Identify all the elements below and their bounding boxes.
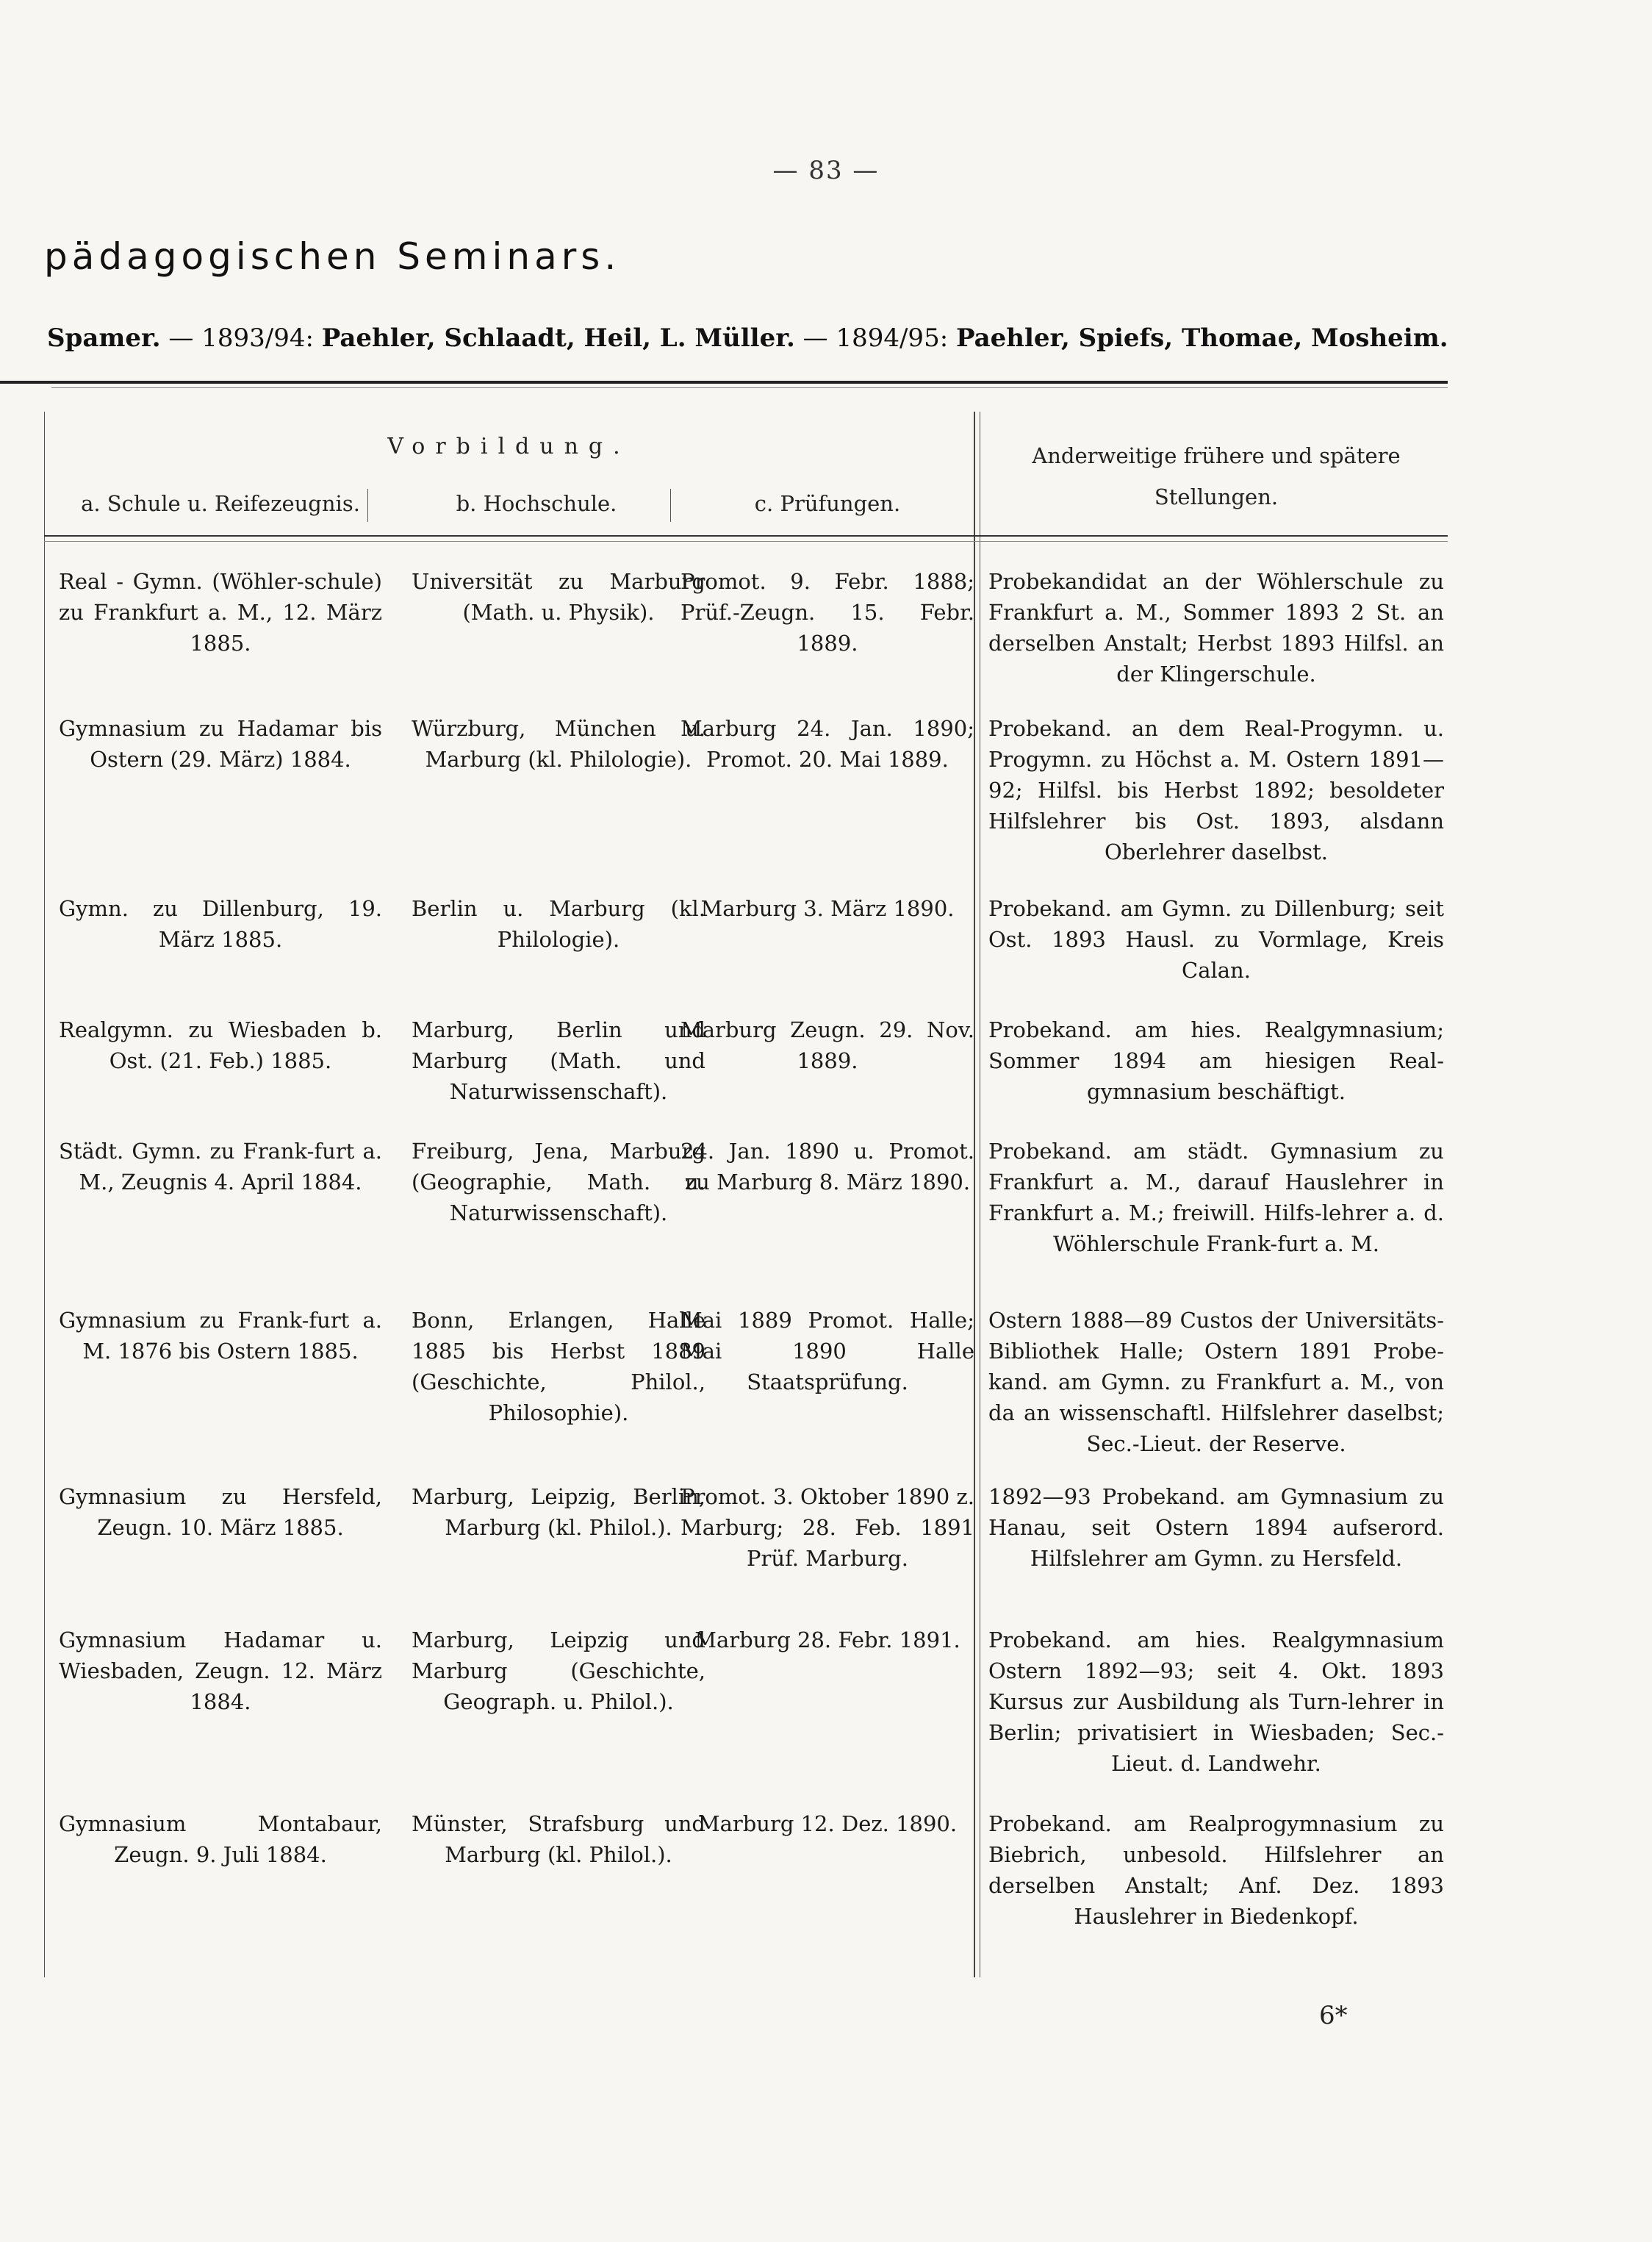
header-other-positions: Anderweitige frühere und spätere Stellungen. [1032, 443, 1401, 509]
cell-hochschule: Marburg, Leipzig und Marburg (Geschichte, Geograph. u. Philol.). [412, 1627, 705, 1714]
cell-school: Gymnasium zu Hersfeld, Zeugn. 10. März 1885. [59, 1484, 382, 1540]
cell-pruefungen: Promot. 9. Febr. 1888; Prüf.-Zeugn. 15. Febr. 1889. [680, 569, 974, 656]
header-hochschule: b. Hochschule. [456, 491, 617, 516]
cell-pruefungen: Marburg 28. Febr. 1891. [694, 1627, 960, 1652]
cell-hochschule: Würzburg, München u. Marburg (kl. Philologie). [412, 716, 705, 772]
staff-dash-1: — [160, 323, 202, 353]
table-left-border [44, 412, 45, 1977]
cell-pruefungen: Promot. 3. Oktober 1890 z. Marburg; 28. Feb. 1891 Prüf. Marburg. [680, 1484, 974, 1571]
staff-dash-2: — [794, 323, 836, 353]
cell-other-positions: Probekandidat an der Wöhlerschule zu Frankfurt a. M., Sommer 1893 2 St. an derselben Anstalt; Herbst 1893 Hilfsl. an der Klingerschule. [988, 569, 1444, 687]
staff-name: Spamer. [47, 323, 161, 353]
cell-other-positions: 1892—93 Probekand. am Gymnasium zu Hanau, seit Ostern 1894 aufserord. Hilfslehrer am Gymn. zu Hersfeld. [988, 1484, 1444, 1571]
cell-school: Real - Gymn. (Wöhler-schule) zu Frankfurt a. M., 12. März 1885. [59, 569, 382, 656]
cell-other-positions: Probekand. am Realprogymnasium zu Biebrich, unbesold. Hilfslehrer an derselben Anstalt; Anf. Dez. 1893 Hauslehrer in Biedenkopf. [988, 1811, 1444, 1929]
cell-school: Gymnasium Montabaur, Zeugn. 9. Juli 1884. [59, 1811, 382, 1867]
staff-year-1: 1893/94: [201, 323, 322, 353]
header-pruefungen: c. Prüfungen. [754, 491, 901, 516]
group-header-vorbildung: Vorbildung. [387, 434, 631, 459]
cell-other-positions: Probekand. an dem Real-Progymn. u. Progymn. zu Höchst a. M. Ostern 1891—92; Hilfsl. bis Herbst 1892; besoldeter Hilfslehrer bis Ost. 1893, alsdann Oberlehrer daselbst. [988, 716, 1444, 864]
cell-hochschule: Marburg, Leipzig, Berlin, Marburg (kl. Philol.). [412, 1484, 705, 1540]
header-divider-2 [670, 489, 671, 522]
cell-other-positions: Probekand. am städt. Gymnasium zu Frankfurt a. M., darauf Hauslehrer in Frankfurt a. M.; freiwill. Hilfs-lehrer a. d. Wöhlerschule Frank-furt a. M. [988, 1139, 1444, 1256]
cell-pruefungen: Marburg 12. Dez. 1890. [697, 1811, 958, 1836]
cell-school: Gymnasium zu Frank-furt a. M. 1876 bis Ostern 1885. [59, 1308, 382, 1364]
cell-hochschule: Bonn, Erlangen, Halle 1885 bis Herbst 1889 (Geschichte, Philol., Philosophie). [412, 1308, 705, 1425]
page-heading: pädagogischen Seminars. [44, 235, 621, 278]
staff-year-2: 1894/95: [836, 323, 956, 353]
cell-other-positions: Probekand. am hies. Realgymnasium Ostern 1892—93; seit 4. Okt. 1893 Kursus zur Ausbildung als Turn-lehrer in Berlin; privatisiert in Wiesbaden; Sec.-Lieut. d. Landwehr. [988, 1627, 1444, 1776]
top-rule [0, 381, 1448, 384]
cell-hochschule: Münster, Strafsburg und Marburg (kl. Philol.). [412, 1811, 705, 1867]
cell-pruefungen: Mai 1889 Promot. Halle; Mai 1890 Halle Staatsprüfung. [680, 1308, 974, 1394]
signature-mark: 6* [1319, 2001, 1348, 2030]
staff-names-1: Paehler, Schlaadt, Heil, L. Müller. [321, 323, 795, 353]
cell-other-positions: Probekand. am Gymn. zu Dillenburg; seit Ost. 1893 Hausl. zu Vormlage, Kreis Calan. [988, 896, 1444, 983]
cell-school: Städt. Gymn. zu Frank-furt a. M., Zeugnis 4. April 1884. [59, 1139, 382, 1195]
cell-school: Gymnasium Hadamar u. Wiesbaden, Zeugn. 12. März 1884. [59, 1627, 382, 1714]
staff-names-2: Paehler, Spiefs, Thomae, Mosheim. [955, 323, 1448, 353]
cell-school: Gymn. zu Dillenburg, 19. März 1885. [59, 896, 382, 952]
cell-pruefungen: 24. Jan. 1890 u. Promot. zu Marburg 8. März 1890. [680, 1139, 974, 1195]
header-rule [44, 535, 1448, 537]
cell-hochschule: Universität zu Marburg (Math. u. Physik). [412, 569, 705, 625]
header-rule-thin [44, 541, 1448, 542]
cell-pruefungen: Marburg Zeugn. 29. Nov. 1889. [680, 1017, 974, 1073]
top-rule-thin [51, 387, 1448, 388]
cell-pruefungen: Marburg 24. Jan. 1890; Promot. 20. Mai 1889. [680, 716, 974, 772]
cell-other-positions: Probekand. am hies. Realgymnasium; Sommer 1894 am hiesigen Real-gymnasium beschäftigt. [988, 1017, 1444, 1104]
header-divider-1 [367, 489, 368, 522]
header-school: a. Schule u. Reifezeugnis. [81, 491, 360, 516]
cell-pruefungen: Marburg 3. März 1890. [700, 896, 955, 921]
cell-school: Gymnasium zu Hadamar bis Ostern (29. März) 1884. [59, 716, 382, 772]
seminar-table [44, 390, 1448, 1977]
staff-line [47, 323, 1620, 353]
page-number: — 83 — [772, 156, 880, 185]
cell-other-positions: Ostern 1888—89 Custos der Universitäts-Bibliothek Halle; Ostern 1891 Probe-kand. am Gymn. zu Frankfurt a. M., von da an wissenschaftl. Hilfslehrer daselbst; Sec.-Lieut. der Reserve. [988, 1308, 1444, 1456]
cell-hochschule: Berlin u. Marburg (kl. Philologie). [412, 896, 705, 952]
cell-hochschule: Marburg, Berlin und Marburg (Math. und Naturwissenschaft). [412, 1017, 705, 1104]
cell-hochschule: Freiburg, Jena, Marburg (Geographie, Math. u. Naturwissenschaft). [412, 1139, 705, 1225]
cell-school: Realgymn. zu Wiesbaden b. Ost. (21. Feb.) 1885. [59, 1017, 382, 1073]
